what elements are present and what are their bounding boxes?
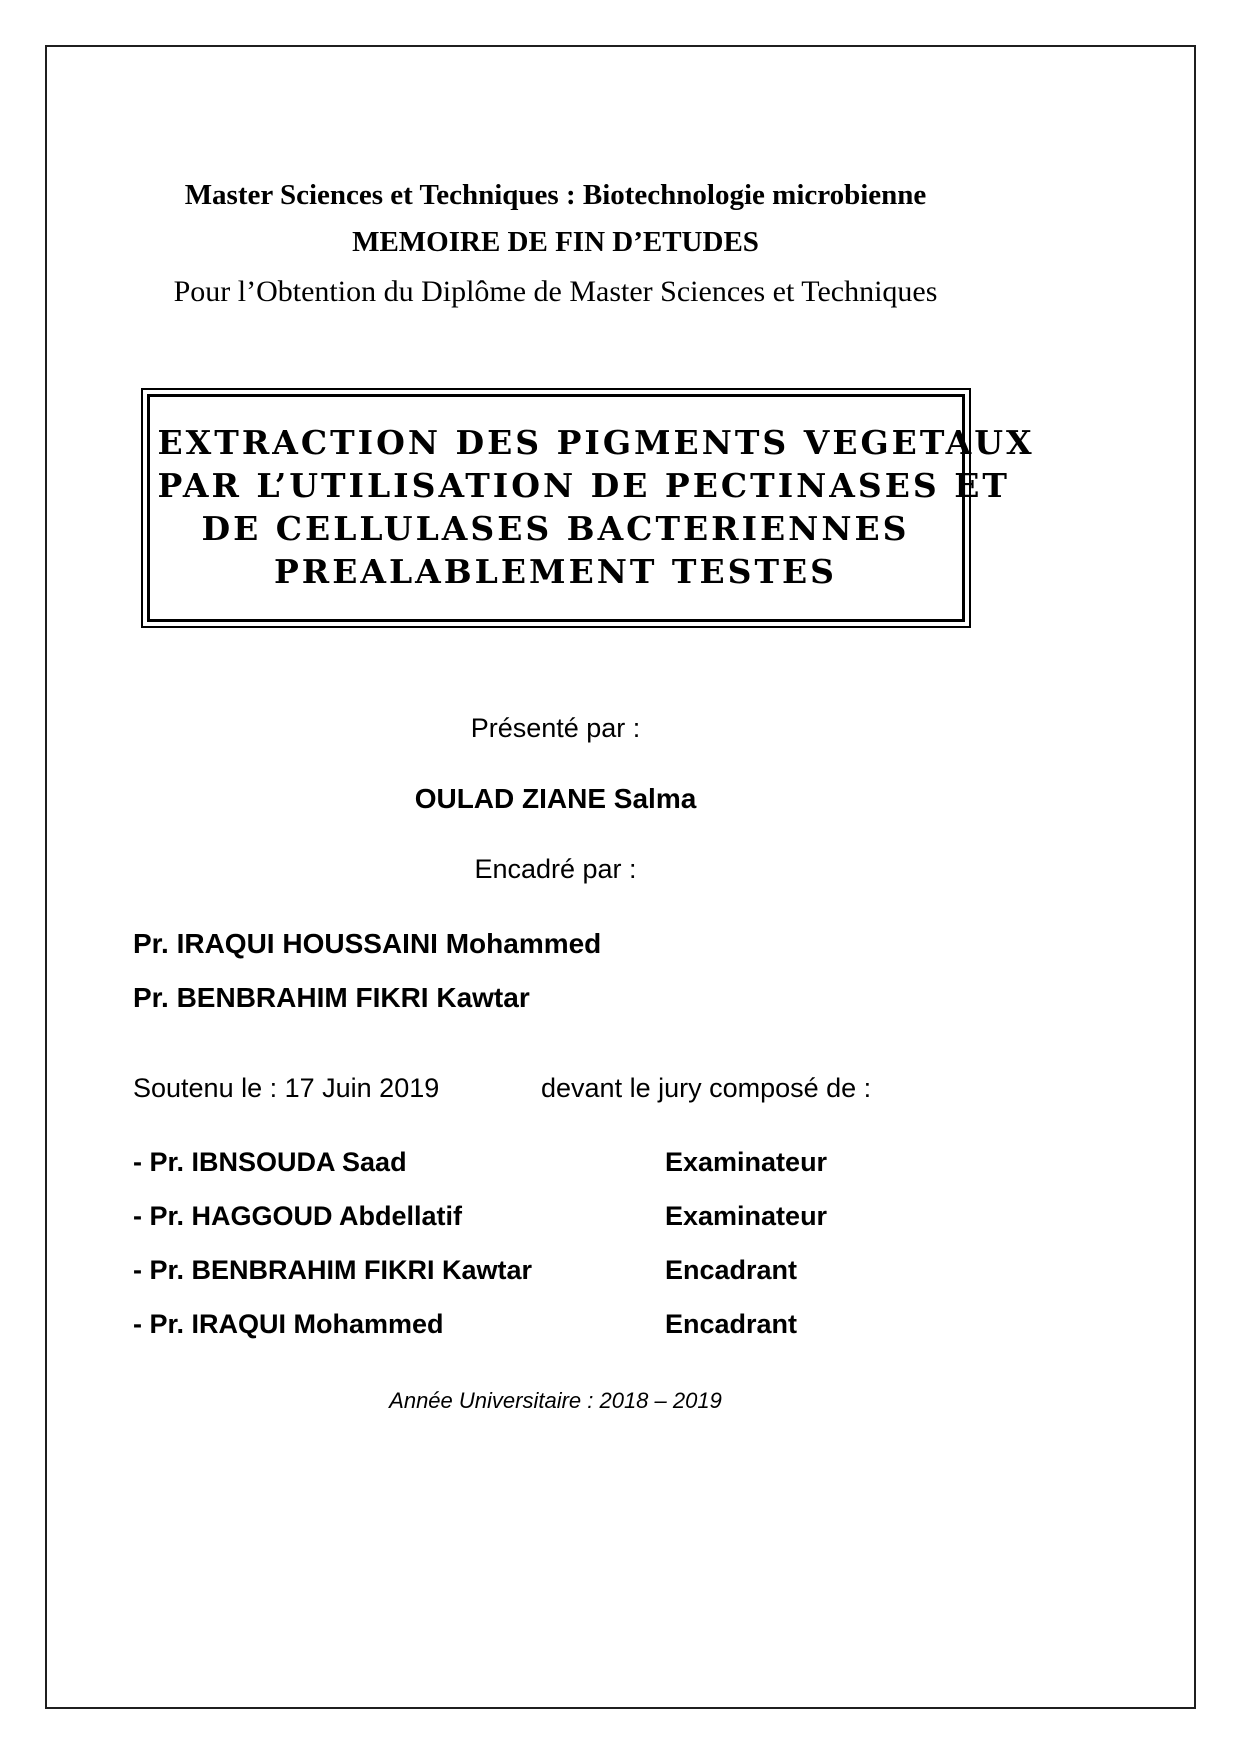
thesis-title-box [141, 388, 1035, 628]
jury-member-role: Examinateur [665, 1201, 828, 1231]
jury-member-role: Examinateur [665, 1147, 828, 1177]
academic-year: Année Universitaire : 2018 – 2019 [389, 1388, 722, 1413]
jury-member-name: - Pr. IRAQUI Mohammed [133, 1309, 444, 1339]
thesis-title-line: DE CELLULASES BACTERIENNES [201, 509, 910, 548]
thesis-title-line: PREALABLEMENT TESTES [273, 552, 838, 591]
page-content [133, 47, 1035, 1414]
jury-member-name: - Pr. IBNSOUDA Saad [133, 1147, 407, 1177]
jury-list [133, 1146, 978, 1340]
jury-member-role: Encadrant [665, 1255, 798, 1285]
supervisor-name: Pr. BENBRAHIM FIKRI Kawtar [133, 982, 530, 1013]
program-title: Master Sciences et Techniques : Biotechnologie microbienne [184, 179, 927, 211]
jury-intro: devant le jury composé de : [541, 1073, 872, 1103]
jury-member-role: Encadrant [665, 1309, 798, 1339]
jury-row [133, 1254, 978, 1286]
jury-member-name: - Pr. HAGGOUD Abdellatif [133, 1201, 463, 1231]
jury-row [133, 1146, 978, 1178]
document-type: MEMOIRE DE FIN D’ETUDES [352, 226, 759, 258]
jury-row [133, 1200, 978, 1232]
supervised-by-label: Encadré par : [474, 854, 637, 884]
diploma-subtitle: Pour l’Obtention du Diplôme de Master Sciences et Techniques [173, 275, 938, 308]
defense-date: Soutenu le : 17 Juin 2019 [133, 1073, 440, 1103]
presented-by-label: Présenté par : [470, 713, 641, 743]
supervisor-name: Pr. IRAQUI HOUSSAINI Mohammed [133, 928, 602, 959]
header [133, 180, 978, 308]
page-border [45, 45, 1196, 1709]
jury-row [133, 1308, 978, 1340]
thesis-title-box-inner [147, 394, 1035, 622]
supervisors-list [133, 927, 978, 1014]
defense-line [133, 1072, 978, 1104]
thesis-title-line: PAR L’UTILISATION DE PECTINASES ET [157, 466, 1010, 505]
jury-member-name: - Pr. BENBRAHIM FIKRI Kawtar [133, 1255, 533, 1285]
thesis-title-line: EXTRACTION DES PIGMENTS VEGETAUX [157, 423, 1035, 462]
author-name: OULAD ZIANE Salma [414, 783, 697, 814]
